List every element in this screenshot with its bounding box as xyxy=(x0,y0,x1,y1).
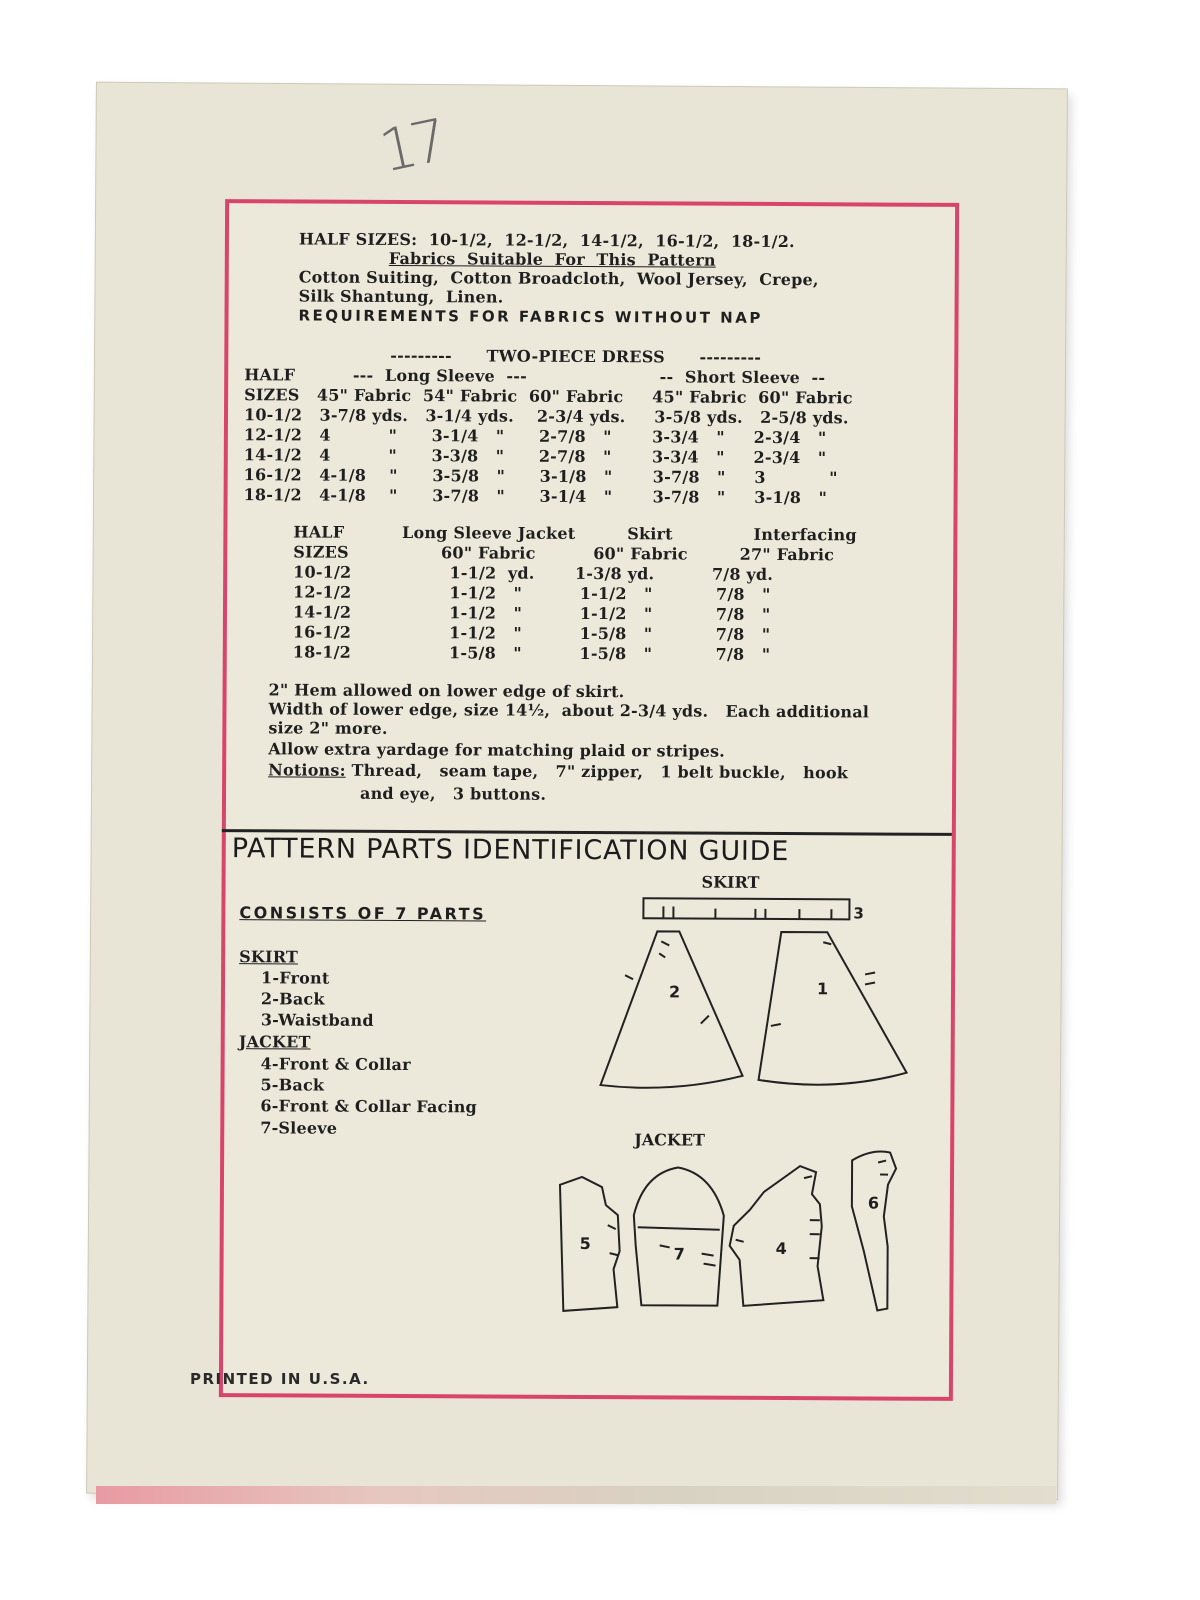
hem-note: 2" Hem allowed on lower edge of skirt. xyxy=(268,680,625,702)
notions-label: Notions: xyxy=(268,760,346,780)
table-row: 12-1/2 1-1/2 " 1-1/2 " 7/8 " xyxy=(293,582,771,604)
table-row: 18-1/2 1-5/8 " 1-5/8 " 7/8 " xyxy=(292,642,771,664)
skirt-diagram-title: SKIRT xyxy=(701,872,760,892)
piece-number: 2 xyxy=(668,982,681,1002)
pattern-diagrams xyxy=(223,203,955,1397)
half-sizes-line: HALF SIZES: 10-1/2, 12-1/2, 14-1/2, 16-1/2, 18-1/2. xyxy=(298,229,795,252)
jacket-table-header-1: HALF Long Sleeve Jacket Skirt Interfacing xyxy=(293,522,857,545)
piece-number: 3 xyxy=(853,904,864,923)
table-row: 10-1/2 3-7/8 yds. 3-1/4 yds. 2-3/4 yds. 3-5/8 yds. 2-5/8 yds. xyxy=(243,405,849,428)
piece-number: 7 xyxy=(673,1244,685,1264)
list-item: 1-Front xyxy=(261,968,330,988)
dress-table-header: SIZES 45" Fabric 54" Fabric 60" Fabric 45" Fabric 60" Fabric xyxy=(244,385,853,408)
handwritten-number: 17 xyxy=(373,106,449,186)
skirt-back-piece xyxy=(600,931,743,1088)
table-row: 14-1/2 1-1/2 " 1-1/2 " 7/8 " xyxy=(292,602,771,624)
table-row: 16-1/2 4-1/8 " 3-5/8 " 3-1/8 " 3-7/8 " 3 " xyxy=(243,465,838,488)
jacket-list-label: JACKET xyxy=(238,1032,311,1052)
skirt-list-label: SKIRT xyxy=(239,947,299,967)
envelope-lower-edge xyxy=(96,1486,1056,1504)
piece-number: 1 xyxy=(816,979,829,999)
table-row: 12-1/2 4 " 3-1/4 " 2-7/8 " 3-3/4 " 2-3/4 " xyxy=(243,425,827,448)
table-row: 10-1/2 1-1/2 yd. 1-3/8 yd. 7/8 yd. xyxy=(293,562,774,584)
piece-number: 4 xyxy=(775,1238,787,1259)
jacket-sleeve-piece xyxy=(633,1167,724,1305)
list-item: 6-Front & Collar Facing xyxy=(260,1096,478,1117)
plaid-note: Allow extra yardage for matching plaid or stripes. xyxy=(268,739,726,761)
fabrics-heading: Fabrics Suitable For This Pattern xyxy=(388,248,716,270)
list-item: 2-Back xyxy=(260,989,325,1009)
list-item: 7-Sleeve xyxy=(260,1118,338,1138)
table-row: 14-1/2 4 " 3-3/8 " 2-7/8 " 3-3/4 " 2-3/4 " xyxy=(243,445,827,468)
dress-table-subheader: HALF --- Long Sleeve --- -- Short Sleeve -- xyxy=(244,365,826,388)
list-item: 5-Back xyxy=(260,1075,325,1095)
guide-title: PATTERN PARTS IDENTIFICATION GUIDE xyxy=(231,833,790,868)
requirements-heading: REQUIREMENTS FOR FABRICS WITHOUT NAP xyxy=(298,306,763,327)
fabrics-line-2: Silk Shantung, Linen. xyxy=(298,286,504,307)
table-row: 16-1/2 1-1/2 " 1-5/8 " 7/8 " xyxy=(292,622,771,644)
jacket-table-header-2: SIZES 60" Fabric 60" Fabric 27" Fabric xyxy=(293,542,835,565)
table-row: 18-1/2 4-1/8 " 3-7/8 " 3-1/4 " 3-7/8 " 3-1/8 " xyxy=(243,485,828,508)
skirt-front-piece xyxy=(759,932,908,1085)
list-item: 4-Front & Collar xyxy=(260,1054,411,1075)
piece-number: 6 xyxy=(867,1193,880,1213)
width-note-1: Width of lower edge, size 14½, about 2-3/4 yds. Each additional xyxy=(268,699,870,722)
notions-line-2: and eye, 3 buttons. xyxy=(359,783,547,804)
jacket-diagram-title: JACKET xyxy=(634,1130,706,1150)
width-note-2: size 2" more. xyxy=(268,718,388,738)
piece-number: 5 xyxy=(579,1233,591,1254)
notions-text: Thread, seam tape, 7" zipper, 1 belt buckle, hook xyxy=(345,760,849,783)
list-item: 3-Waistband xyxy=(260,1010,374,1030)
waistband-piece xyxy=(643,898,849,919)
jacket-front-piece xyxy=(729,1166,824,1306)
jacket-facing-piece xyxy=(851,1151,896,1310)
dress-table-title: --------- TWO-PIECE DRESS --------- xyxy=(390,345,762,367)
printed-in-usa: PRINTED IN U.S.A. xyxy=(190,1370,370,1388)
fabrics-line-1: Cotton Suiting, Cotton Broadcloth, Wool Jersey, Crepe, xyxy=(298,267,819,290)
consists-heading: CONSISTS OF 7 PARTS xyxy=(239,903,487,924)
pattern-info-frame xyxy=(219,199,959,1401)
